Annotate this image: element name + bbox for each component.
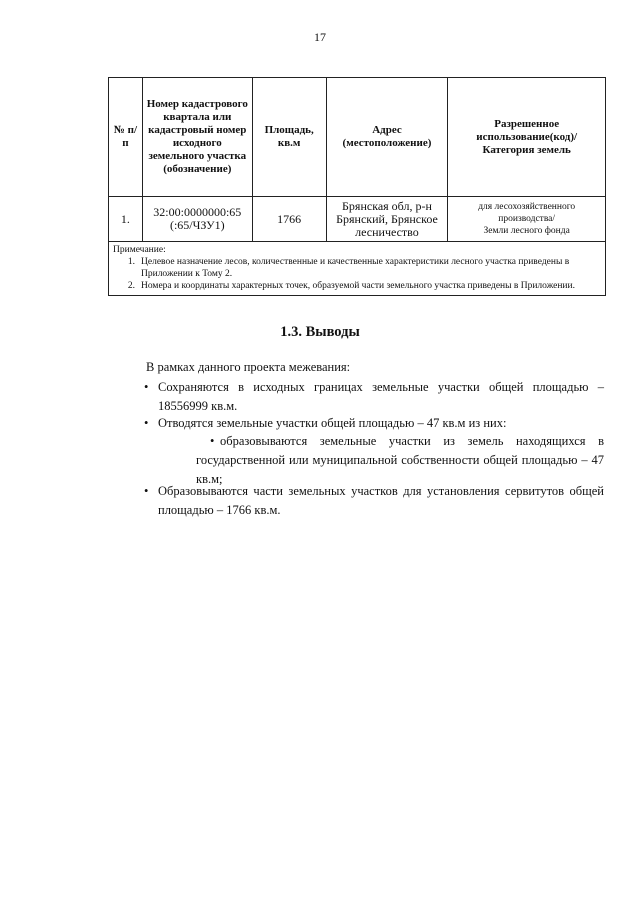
header-address: Адрес (местоположение) <box>326 78 448 197</box>
conclusions-intro: В рамках данного проекта межевания: <box>146 360 351 374</box>
row-cadastral <box>142 197 252 242</box>
bullet-icon: • <box>210 434 215 448</box>
list-item <box>144 378 604 416</box>
notes-row <box>109 242 606 296</box>
usage-purpose: для лесохозяйственного производства/ <box>478 202 576 224</box>
note-number: 2. <box>127 281 135 291</box>
note-item <box>113 280 601 292</box>
header-cadastral: Номер кадастрового квартала или кадастровый номер исходного земельного участка (обозначение) <box>142 78 252 197</box>
land-category: Земли лесного фонда <box>483 226 570 236</box>
header-usage: Разрешенное использование(код)/ Категория земель <box>448 78 606 197</box>
cadastral-designation: (:65/ЧЗУ1) <box>169 218 225 232</box>
header-area: Площадь, кв.м <box>252 78 326 197</box>
table-notes <box>109 242 606 296</box>
bullet-icon: • <box>144 416 149 430</box>
table-row <box>109 197 606 242</box>
table-header-row <box>109 78 606 197</box>
notes-title: Примечание: <box>113 245 166 255</box>
bullet-icon: • <box>144 484 149 498</box>
note-text: Целевое назначение лесов, количественные и качественные характеристики лесного участка приведены в Приложении к Тому 2. <box>141 257 570 279</box>
land-parcel-table <box>108 77 606 296</box>
list-item-text: Сохраняются в исходных границах земельные участки общей площадью – 18556999 кв.м. <box>158 380 604 413</box>
note-text: Номера и координаты характерных точек, образуемой части земельного участка приведены в Приложении. <box>141 281 575 291</box>
list-item-text: Образовываются части земельных участков для установления сервитутов общей площадью – 1766 кв.м. <box>158 484 604 517</box>
row-area: 1766 <box>252 197 326 242</box>
bullet-icon: • <box>144 380 149 394</box>
row-address: Брянская обл, р-н Брянский, Брянское лесничество <box>326 197 448 242</box>
section-title: 1.3. Выводы <box>280 324 360 340</box>
note-item <box>113 256 601 280</box>
cadastral-number: 32:00:0000000:65 <box>153 205 242 219</box>
list-item-text: Отводятся земельные участки общей площадью – 47 кв.м из них: <box>158 416 507 430</box>
sub-list-item <box>196 432 604 489</box>
sub-list-item-text: образовываются земельные участки из земель находящихся в государственной или муниципальной собственности общей площадью – 47 кв.м; <box>196 434 604 486</box>
note-number: 1. <box>127 257 135 267</box>
row-number: 1. <box>109 197 143 242</box>
list-item <box>144 414 604 433</box>
row-usage <box>448 197 606 242</box>
list-item <box>144 482 604 520</box>
page-number: 17 <box>314 30 326 44</box>
header-number: № п/п <box>109 78 143 197</box>
